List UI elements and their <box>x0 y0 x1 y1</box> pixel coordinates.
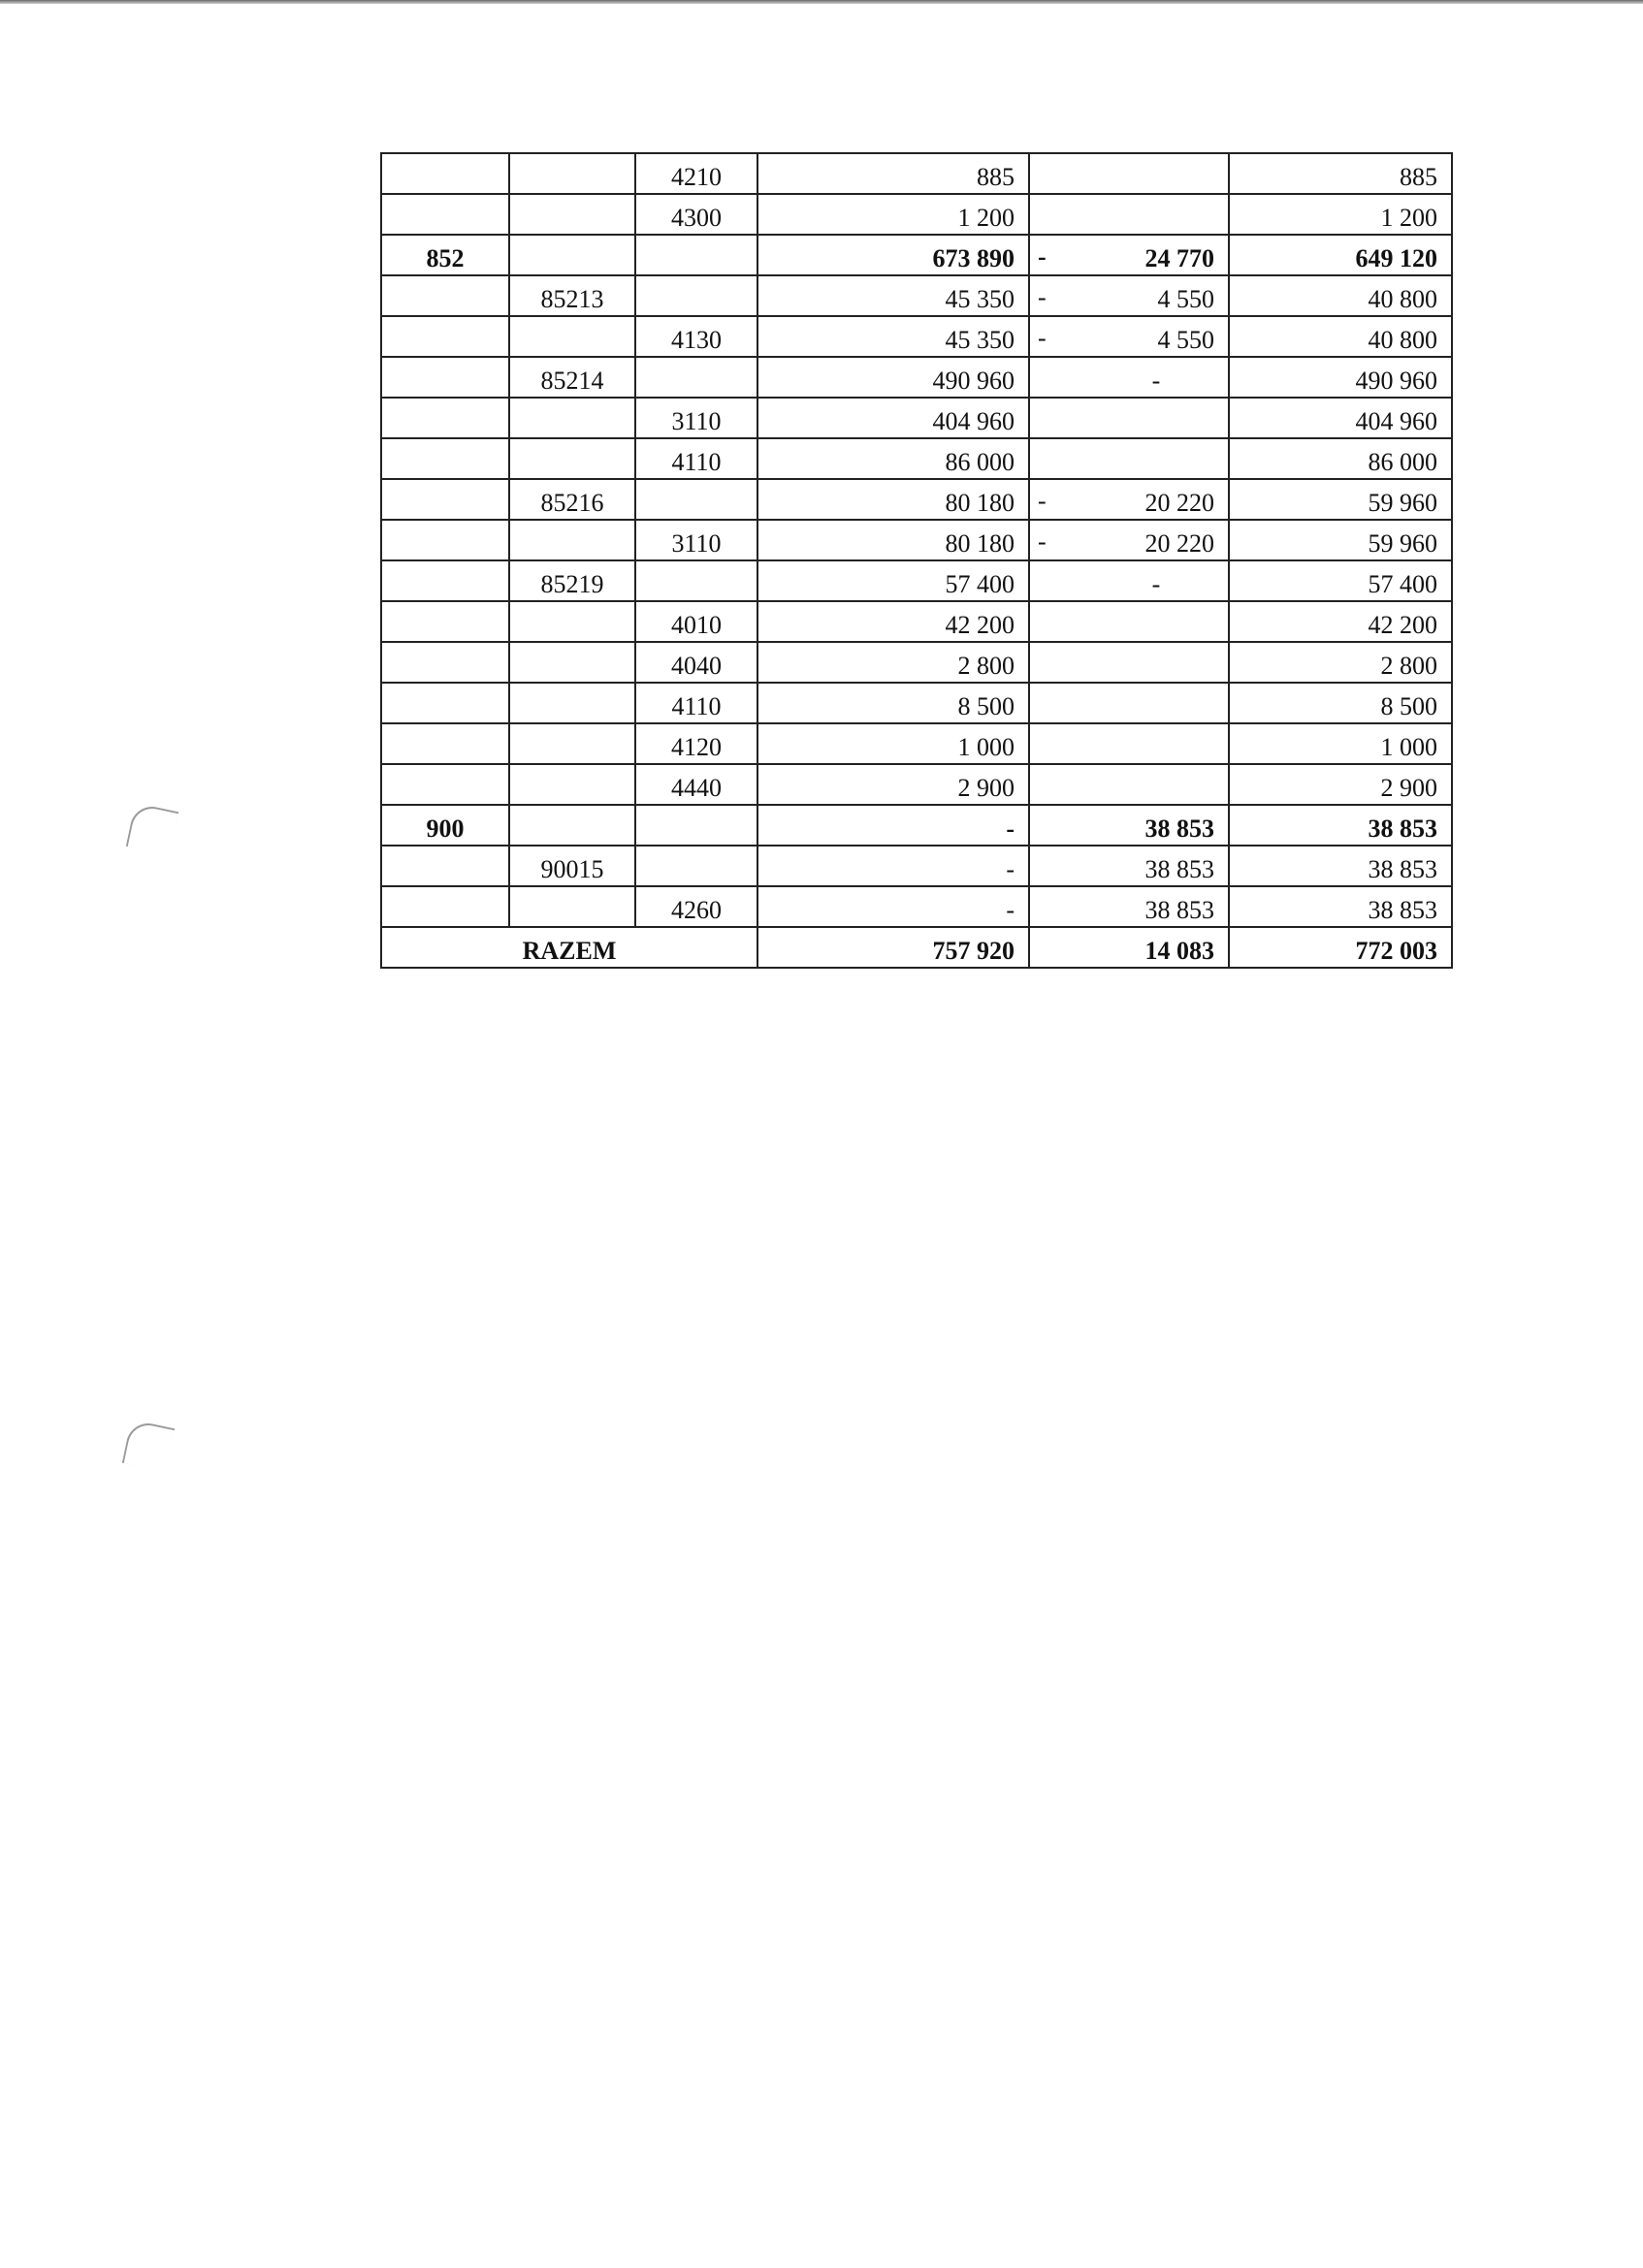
punch-hole-mark <box>122 1420 176 1473</box>
change-value: - <box>1151 570 1161 598</box>
table-row <box>381 723 1452 764</box>
division-cell <box>381 764 509 805</box>
amount-change-cell <box>1029 235 1229 275</box>
amount-after-cell <box>1229 886 1452 927</box>
amount-after-cell <box>1229 194 1452 235</box>
division-cell <box>381 601 509 642</box>
paragraph-value: 4010 <box>671 611 722 639</box>
division-cell <box>381 886 509 927</box>
paragraph-value: 4260 <box>671 896 722 924</box>
paragraph-cell <box>635 520 757 560</box>
table-row <box>381 398 1452 438</box>
paragraph-cell <box>635 723 757 764</box>
amount-change-cell <box>1029 153 1229 194</box>
chapter-value: 85214 <box>540 367 604 395</box>
paragraph-value: 4440 <box>671 774 722 802</box>
division-value: 852 <box>426 244 465 272</box>
amount-before-cell <box>757 805 1029 846</box>
chapter-cell <box>509 357 635 398</box>
division-cell <box>381 805 509 846</box>
paragraph-cell <box>635 886 757 927</box>
table-row <box>381 764 1452 805</box>
table-row <box>381 357 1452 398</box>
division-cell <box>381 520 509 560</box>
chapter-cell <box>509 235 635 275</box>
amount-before-cell <box>757 153 1029 194</box>
change-value: 38 853 <box>1144 815 1214 843</box>
division-cell <box>381 275 509 316</box>
amount-change-cell <box>1029 357 1229 398</box>
amount-after-value: 86 000 <box>1368 448 1437 476</box>
amount-after-cell <box>1229 398 1452 438</box>
amount-before-cell <box>757 194 1029 235</box>
amount-after-value: 649 120 <box>1355 244 1437 272</box>
minus-sign: - <box>1038 283 1047 311</box>
amount-before-value: 673 890 <box>932 244 1015 272</box>
minus-sign: - <box>1038 324 1047 352</box>
division-cell <box>381 479 509 520</box>
total-before: 757 920 <box>757 927 1029 968</box>
amount-before-value: 2 800 <box>957 652 1015 680</box>
paragraph-cell <box>635 560 757 601</box>
amount-before-value: 8 500 <box>957 692 1015 720</box>
chapter-cell <box>509 601 635 642</box>
amount-before-cell <box>757 235 1029 275</box>
amount-before-cell <box>757 398 1029 438</box>
amount-after-cell <box>1229 683 1452 723</box>
amount-after-value: 38 853 <box>1368 896 1437 924</box>
amount-after-value: 8 500 <box>1380 692 1437 720</box>
paragraph-value: 4130 <box>671 326 722 354</box>
total-change: 14 083 <box>1029 927 1229 968</box>
table-row <box>381 601 1452 642</box>
table-row <box>381 438 1452 479</box>
amount-after-cell <box>1229 560 1452 601</box>
amount-before-cell <box>757 479 1029 520</box>
chapter-cell <box>509 398 635 438</box>
chapter-cell <box>509 764 635 805</box>
division-cell <box>381 846 509 886</box>
amount-before-cell <box>757 275 1029 316</box>
amount-after-value: 2 800 <box>1380 652 1437 680</box>
paragraph-cell <box>635 194 757 235</box>
table-row <box>381 316 1452 357</box>
paragraph-value: 4110 <box>671 692 722 720</box>
amount-change-cell <box>1029 560 1229 601</box>
amount-after-cell <box>1229 438 1452 479</box>
paragraph-cell <box>635 438 757 479</box>
chapter-cell <box>509 846 635 886</box>
amount-before-cell <box>757 846 1029 886</box>
change-value: 24 770 <box>1144 244 1214 272</box>
division-cell <box>381 357 509 398</box>
division-cell <box>381 683 509 723</box>
amount-before-value: 1 000 <box>957 733 1015 761</box>
chapter-cell <box>509 642 635 683</box>
amount-after-value: 57 400 <box>1368 570 1437 598</box>
amount-change-cell <box>1029 438 1229 479</box>
chapter-cell <box>509 438 635 479</box>
amount-change-cell <box>1029 683 1229 723</box>
change-value: 4 550 <box>1157 326 1214 354</box>
amount-before-cell <box>757 683 1029 723</box>
paragraph-cell <box>635 805 757 846</box>
amount-change-cell <box>1029 642 1229 683</box>
amount-after-value: 1 200 <box>1380 204 1437 232</box>
amount-after-value: 40 800 <box>1368 285 1437 313</box>
amount-before-value: 57 400 <box>945 570 1015 598</box>
amount-before-value: - <box>1006 896 1015 924</box>
chapter-cell <box>509 560 635 601</box>
amount-before-cell <box>757 723 1029 764</box>
change-value: 20 220 <box>1144 489 1214 517</box>
amount-after-value: 38 853 <box>1368 815 1437 843</box>
amount-after-cell <box>1229 357 1452 398</box>
amount-after-cell <box>1229 601 1452 642</box>
amount-before-cell <box>757 764 1029 805</box>
chapter-cell <box>509 683 635 723</box>
paragraph-cell <box>635 601 757 642</box>
total-label: RAZEM <box>381 927 757 968</box>
scan-edge <box>0 0 1643 4</box>
amount-after-cell <box>1229 805 1452 846</box>
amount-change-cell <box>1029 723 1229 764</box>
budget-table-body <box>381 153 1452 968</box>
amount-after-cell <box>1229 275 1452 316</box>
division-cell <box>381 153 509 194</box>
amount-before-value: 490 960 <box>932 367 1015 395</box>
change-value: 20 220 <box>1144 529 1214 558</box>
paragraph-cell <box>635 316 757 357</box>
paragraph-value: 3110 <box>671 407 722 435</box>
amount-after-cell <box>1229 520 1452 560</box>
amount-before-value: - <box>1006 855 1015 883</box>
table-row <box>381 683 1452 723</box>
amount-change-cell <box>1029 275 1229 316</box>
punch-hole-mark <box>126 803 179 856</box>
amount-after-value: 38 853 <box>1368 855 1437 883</box>
division-cell <box>381 316 509 357</box>
paragraph-cell <box>635 642 757 683</box>
chapter-cell <box>509 275 635 316</box>
amount-after-value: 59 960 <box>1368 489 1437 517</box>
amount-before-value: 2 900 <box>957 774 1015 802</box>
amount-before-cell <box>757 642 1029 683</box>
amount-before-value: 86 000 <box>945 448 1015 476</box>
division-cell <box>381 723 509 764</box>
amount-after-cell <box>1229 153 1452 194</box>
paragraph-cell <box>635 846 757 886</box>
table-row <box>381 153 1452 194</box>
amount-after-cell <box>1229 846 1452 886</box>
amount-after-value: 1 000 <box>1380 733 1437 761</box>
amount-change-cell <box>1029 479 1229 520</box>
amount-after-value: 490 960 <box>1355 367 1437 395</box>
amount-after-value: 404 960 <box>1355 407 1437 435</box>
paragraph-value: 4210 <box>671 163 722 191</box>
chapter-cell <box>509 153 635 194</box>
amount-after-value: 42 200 <box>1368 611 1437 639</box>
amount-change-cell <box>1029 601 1229 642</box>
amount-after-value: 40 800 <box>1368 326 1437 354</box>
division-cell <box>381 235 509 275</box>
amount-after-cell <box>1229 316 1452 357</box>
paragraph-cell <box>635 398 757 438</box>
paragraph-value: 4040 <box>671 652 722 680</box>
table-row <box>381 235 1452 275</box>
change-value: 38 853 <box>1144 855 1214 883</box>
amount-after-value: 2 900 <box>1380 774 1437 802</box>
amount-before-cell <box>757 316 1029 357</box>
amount-before-value: 80 180 <box>945 489 1015 517</box>
paragraph-value: 4300 <box>671 204 722 232</box>
amount-before-cell <box>757 520 1029 560</box>
paragraph-cell <box>635 153 757 194</box>
paragraph-cell <box>635 357 757 398</box>
paragraph-cell <box>635 275 757 316</box>
amount-change-cell <box>1029 398 1229 438</box>
division-cell <box>381 560 509 601</box>
minus-sign: - <box>1038 242 1047 271</box>
chapter-cell <box>509 886 635 927</box>
budget-table <box>380 152 1453 969</box>
amount-before-value: 885 <box>977 163 1015 191</box>
division-value: 900 <box>426 815 465 843</box>
table-row <box>381 846 1452 886</box>
change-value: - <box>1151 367 1161 395</box>
amount-after-cell <box>1229 235 1452 275</box>
minus-sign: - <box>1038 527 1047 556</box>
amount-before-value: - <box>1006 815 1015 843</box>
chapter-value: 90015 <box>540 855 604 883</box>
division-cell <box>381 438 509 479</box>
chapter-value: 85219 <box>540 570 604 598</box>
amount-change-cell <box>1029 846 1229 886</box>
amount-change-cell <box>1029 520 1229 560</box>
amount-change-cell <box>1029 805 1229 846</box>
paragraph-cell <box>635 764 757 805</box>
amount-after-cell <box>1229 764 1452 805</box>
table-row <box>381 479 1452 520</box>
amount-before-value: 45 350 <box>945 326 1015 354</box>
total-row <box>381 927 1452 968</box>
division-cell <box>381 398 509 438</box>
amount-before-value: 80 180 <box>945 529 1015 558</box>
division-cell <box>381 642 509 683</box>
chapter-cell <box>509 520 635 560</box>
table-row <box>381 805 1452 846</box>
amount-after-value: 885 <box>1400 163 1437 191</box>
table-row <box>381 886 1452 927</box>
paragraph-cell <box>635 235 757 275</box>
table-row <box>381 560 1452 601</box>
amount-after-cell <box>1229 642 1452 683</box>
chapter-cell <box>509 316 635 357</box>
amount-change-cell <box>1029 764 1229 805</box>
minus-sign: - <box>1038 487 1047 515</box>
amount-change-cell <box>1029 886 1229 927</box>
chapter-cell <box>509 723 635 764</box>
amount-before-value: 404 960 <box>932 407 1015 435</box>
amount-before-cell <box>757 357 1029 398</box>
paragraph-cell <box>635 683 757 723</box>
paragraph-cell <box>635 479 757 520</box>
change-value: 38 853 <box>1144 896 1214 924</box>
table-row <box>381 194 1452 235</box>
chapter-cell <box>509 805 635 846</box>
amount-before-value: 1 200 <box>957 204 1015 232</box>
division-cell <box>381 194 509 235</box>
paragraph-value: 4120 <box>671 733 722 761</box>
chapter-value: 85213 <box>540 285 604 313</box>
amount-before-cell <box>757 601 1029 642</box>
amount-change-cell <box>1029 316 1229 357</box>
amount-before-value: 42 200 <box>945 611 1015 639</box>
paragraph-value: 3110 <box>671 529 722 558</box>
amount-before-cell <box>757 438 1029 479</box>
table-row <box>381 642 1452 683</box>
amount-before-cell <box>757 560 1029 601</box>
chapter-cell <box>509 194 635 235</box>
amount-before-cell <box>757 886 1029 927</box>
chapter-value: 85216 <box>540 489 604 517</box>
amount-before-value: 45 350 <box>945 285 1015 313</box>
amount-after-cell <box>1229 723 1452 764</box>
table-row <box>381 275 1452 316</box>
change-value: 4 550 <box>1157 285 1214 313</box>
paragraph-value: 4110 <box>671 448 722 476</box>
amount-after-cell <box>1229 479 1452 520</box>
total-after: 772 003 <box>1229 927 1452 968</box>
amount-change-cell <box>1029 194 1229 235</box>
chapter-cell <box>509 479 635 520</box>
table-row <box>381 520 1452 560</box>
amount-after-value: 59 960 <box>1368 529 1437 558</box>
